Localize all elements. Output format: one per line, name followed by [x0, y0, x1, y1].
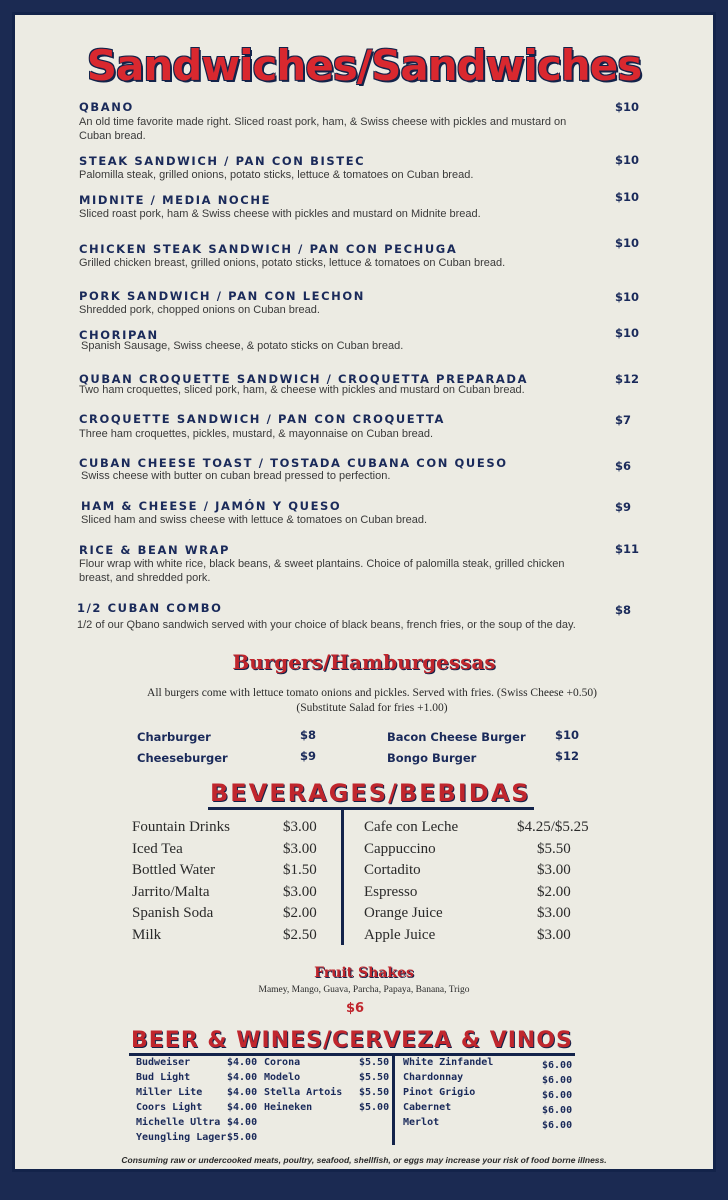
beer-name: Corona: [264, 1057, 301, 1068]
beverage-name: Cortadito: [364, 862, 421, 878]
sandwich-desc: Grilled chicken breast, grilled onions, potato sticks, lettuce & tomatoes on Cuban bread.: [79, 257, 506, 269]
sandwich-price: $6: [615, 459, 632, 473]
beer-price: $5.50: [359, 1072, 390, 1083]
sandwich-desc: Swiss cheese with butter on cuban bread pressed to perfection.: [81, 470, 391, 482]
sandwich-name: CUBAN CHEESE TOAST / TOSTADA CUBANA CON QUESO: [79, 456, 508, 470]
burger-name: Charburger: [137, 730, 211, 744]
beverage-price: $4.25/$5.25: [517, 819, 589, 835]
beer-wine-divider: [392, 1055, 395, 1145]
burgers-title: Burgers/Hamburgessas: [232, 650, 496, 674]
beverage-price: $3.00: [537, 927, 571, 943]
burger-name: Bongo Burger: [387, 751, 477, 765]
sandwich-name: CHICKEN STEAK SANDWICH / PAN CON PECHUGA: [79, 242, 458, 256]
sandwich-name: HAM & CHEESE / JAMÓN Y QUESO: [81, 499, 342, 513]
beer-name: Michelle Ultra: [136, 1117, 221, 1128]
beer-price: $4.00: [227, 1072, 258, 1083]
burger-price: $12: [555, 749, 580, 763]
beer-price: $4.00: [227, 1117, 258, 1128]
wine-price: $6.00: [542, 1105, 573, 1116]
fruit-shakes-flavors: Mamey, Mango, Guava, Parcha, Papaya, Banana, Trigo: [258, 985, 470, 995]
sandwich-price: $7: [615, 413, 632, 427]
beer-name: Stella Artois: [264, 1087, 343, 1098]
burger-name: Bacon Cheese Burger: [387, 730, 526, 744]
beverages-title: BEVERAGES/BEBIDAS: [208, 779, 534, 810]
beverage-price: $3.00: [283, 819, 317, 835]
beer-price: $5.50: [359, 1087, 390, 1098]
beverage-name: Cafe con Leche: [364, 819, 459, 835]
beverage-price: $5.50: [537, 841, 571, 857]
sandwich-price: $8: [615, 603, 632, 617]
beverage-price: $2.00: [537, 884, 571, 900]
sandwich-name: 1/2 CUBAN COMBO: [77, 601, 223, 615]
beverage-name: Espresso: [364, 884, 418, 900]
beer-name: Coors Light: [136, 1102, 203, 1113]
sandwich-price: $10: [615, 190, 640, 204]
beverage-name: Milk: [132, 927, 162, 943]
sandwich-name: CHORIPAN: [79, 328, 159, 342]
beverage-name: Apple Juice: [364, 927, 436, 943]
beverage-price: $1.50: [283, 862, 317, 878]
beer-wine-title: BEER & WINES/CERVEZA & VINOS: [129, 1028, 575, 1056]
beer-name: Modelo: [264, 1072, 301, 1083]
sandwich-price: $10: [615, 236, 640, 250]
beer-name: Bud Light: [136, 1072, 191, 1083]
sandwich-desc: Flour wrap with white rice, black beans, & sweet plantains. Choice of palomilla steak, grilled chicken breast, and shredded pork.: [79, 558, 565, 584]
beverage-name: Cappuccino: [364, 841, 436, 857]
sandwich-desc: Spanish Sausage, Swiss cheese, & potato sticks on Cuban bread.: [81, 340, 404, 352]
sandwich-desc: Three ham croquettes, pickles, mustard, & mayonnaise on Cuban bread.: [79, 428, 434, 440]
beer-price: $5.50: [359, 1057, 390, 1068]
wine-name: Cabernet: [403, 1102, 452, 1113]
sandwich-price: $10: [615, 290, 640, 304]
sandwich-desc: Two ham croquettes, sliced pork, ham, & cheese with pickles and mustard on Cuban bread.: [79, 384, 525, 396]
fruit-shakes-title: Fruit Shakes: [314, 965, 414, 981]
sandwich-name: STEAK SANDWICH / PAN CON BISTEC: [79, 154, 366, 168]
sandwiches-title: Sandwiches/Sandwiches: [86, 41, 642, 90]
burger-name: Cheeseburger: [137, 751, 228, 765]
beverage-name: Fountain Drinks: [132, 819, 230, 835]
beer-price: $5.00: [359, 1102, 390, 1113]
sandwich-price: $10: [615, 153, 640, 167]
beverage-name: Orange Juice: [364, 905, 443, 921]
sandwich-desc: Sliced roast pork, ham & Swiss cheese with pickles and mustard on Midnite bread.: [79, 208, 481, 220]
wine-price: $6.00: [542, 1090, 573, 1101]
burger-price: $10: [555, 728, 580, 742]
beer-name: Yeungling Lager: [136, 1132, 227, 1143]
sandwich-desc: An old time favorite made right. Sliced roast pork, ham, & Swiss cheese with pickles and mustard on Cuban bread.: [79, 116, 567, 142]
wine-name: Pinot Grigio: [403, 1087, 476, 1098]
sandwich-name: QBANO: [79, 100, 134, 114]
sandwich-price: $10: [615, 326, 640, 340]
beverage-price: $3.00: [537, 905, 571, 921]
beer-price: $4.00: [227, 1087, 258, 1098]
sandwich-desc: 1/2 of our Qbano sandwich served with your choice of black beans, french fries, or the soup of the day.: [77, 619, 576, 631]
wine-name: Merlot: [403, 1117, 440, 1128]
wine-name: Chardonnay: [403, 1072, 464, 1083]
beer-name: Budweiser: [136, 1057, 191, 1068]
beverage-price: $3.00: [283, 884, 317, 900]
beverage-price: $3.00: [537, 862, 571, 878]
burgers-note-line2: (Substitute Salad for fries +1.00): [296, 702, 448, 714]
sandwich-name: CROQUETTE SANDWICH / PAN CON CROQUETTA: [79, 412, 445, 426]
sandwich-price: $9: [615, 500, 632, 514]
wine-price: $6.00: [542, 1120, 573, 1131]
sandwich-name: PORK SANDWICH / PAN CON LECHON: [79, 289, 365, 303]
sandwich-price: $10: [615, 100, 640, 114]
beer-name: Miller Lite: [136, 1087, 203, 1098]
burger-price: $8: [300, 728, 317, 742]
wine-price: $6.00: [542, 1075, 573, 1086]
menu-page: [12, 12, 716, 1172]
sandwich-price: $11: [615, 542, 640, 556]
sandwich-desc: Shredded pork, chopped onions on Cuban bread.: [79, 304, 320, 316]
sandwich-desc: Sliced ham and swiss cheese with lettuce & tomatoes on Cuban bread.: [81, 514, 428, 526]
beer-price: $4.00: [227, 1057, 258, 1068]
beer-price: $4.00: [227, 1102, 258, 1113]
sandwich-name: QUBAN CROQUETTE SANDWICH / CROQUETTA PREPARADA: [79, 372, 529, 386]
beverage-price: $2.00: [283, 905, 317, 921]
beverages-divider: [341, 809, 344, 945]
beer-price: $5.00: [227, 1132, 258, 1143]
beverage-name: Jarrito/Malta: [132, 884, 210, 900]
beverage-name: Bottled Water: [132, 862, 216, 878]
beverage-price: $3.00: [283, 841, 317, 857]
wine-name: White Zinfandel: [403, 1057, 494, 1068]
sandwich-desc: Palomilla steak, grilled onions, potato sticks, lettuce & tomatoes on Cuban bread.: [79, 169, 474, 181]
wine-price: $6.00: [542, 1060, 573, 1071]
food-safety-disclaimer: Consuming raw or undercooked meats, poultry, seafood, shellfish, or eggs may increase your risk of food borne illness.: [121, 1155, 607, 1165]
fruit-shakes-price: $6: [345, 1001, 365, 1016]
beer-name: Heineken: [264, 1102, 313, 1113]
sandwich-name: MIDNITE / MEDIA NOCHE: [79, 193, 272, 207]
beverage-name: Spanish Soda: [132, 905, 214, 921]
burgers-note-line1: All burgers come with lettuce tomato onions and pickles. Served with fries. (Swiss Cheese +0.50): [147, 687, 597, 699]
burger-price: $9: [300, 749, 317, 763]
sandwich-price: $12: [615, 372, 640, 386]
sandwich-name: RICE & BEAN WRAP: [79, 543, 231, 557]
beverage-price: $2.50: [283, 927, 317, 943]
beverage-name: Iced Tea: [132, 841, 183, 857]
